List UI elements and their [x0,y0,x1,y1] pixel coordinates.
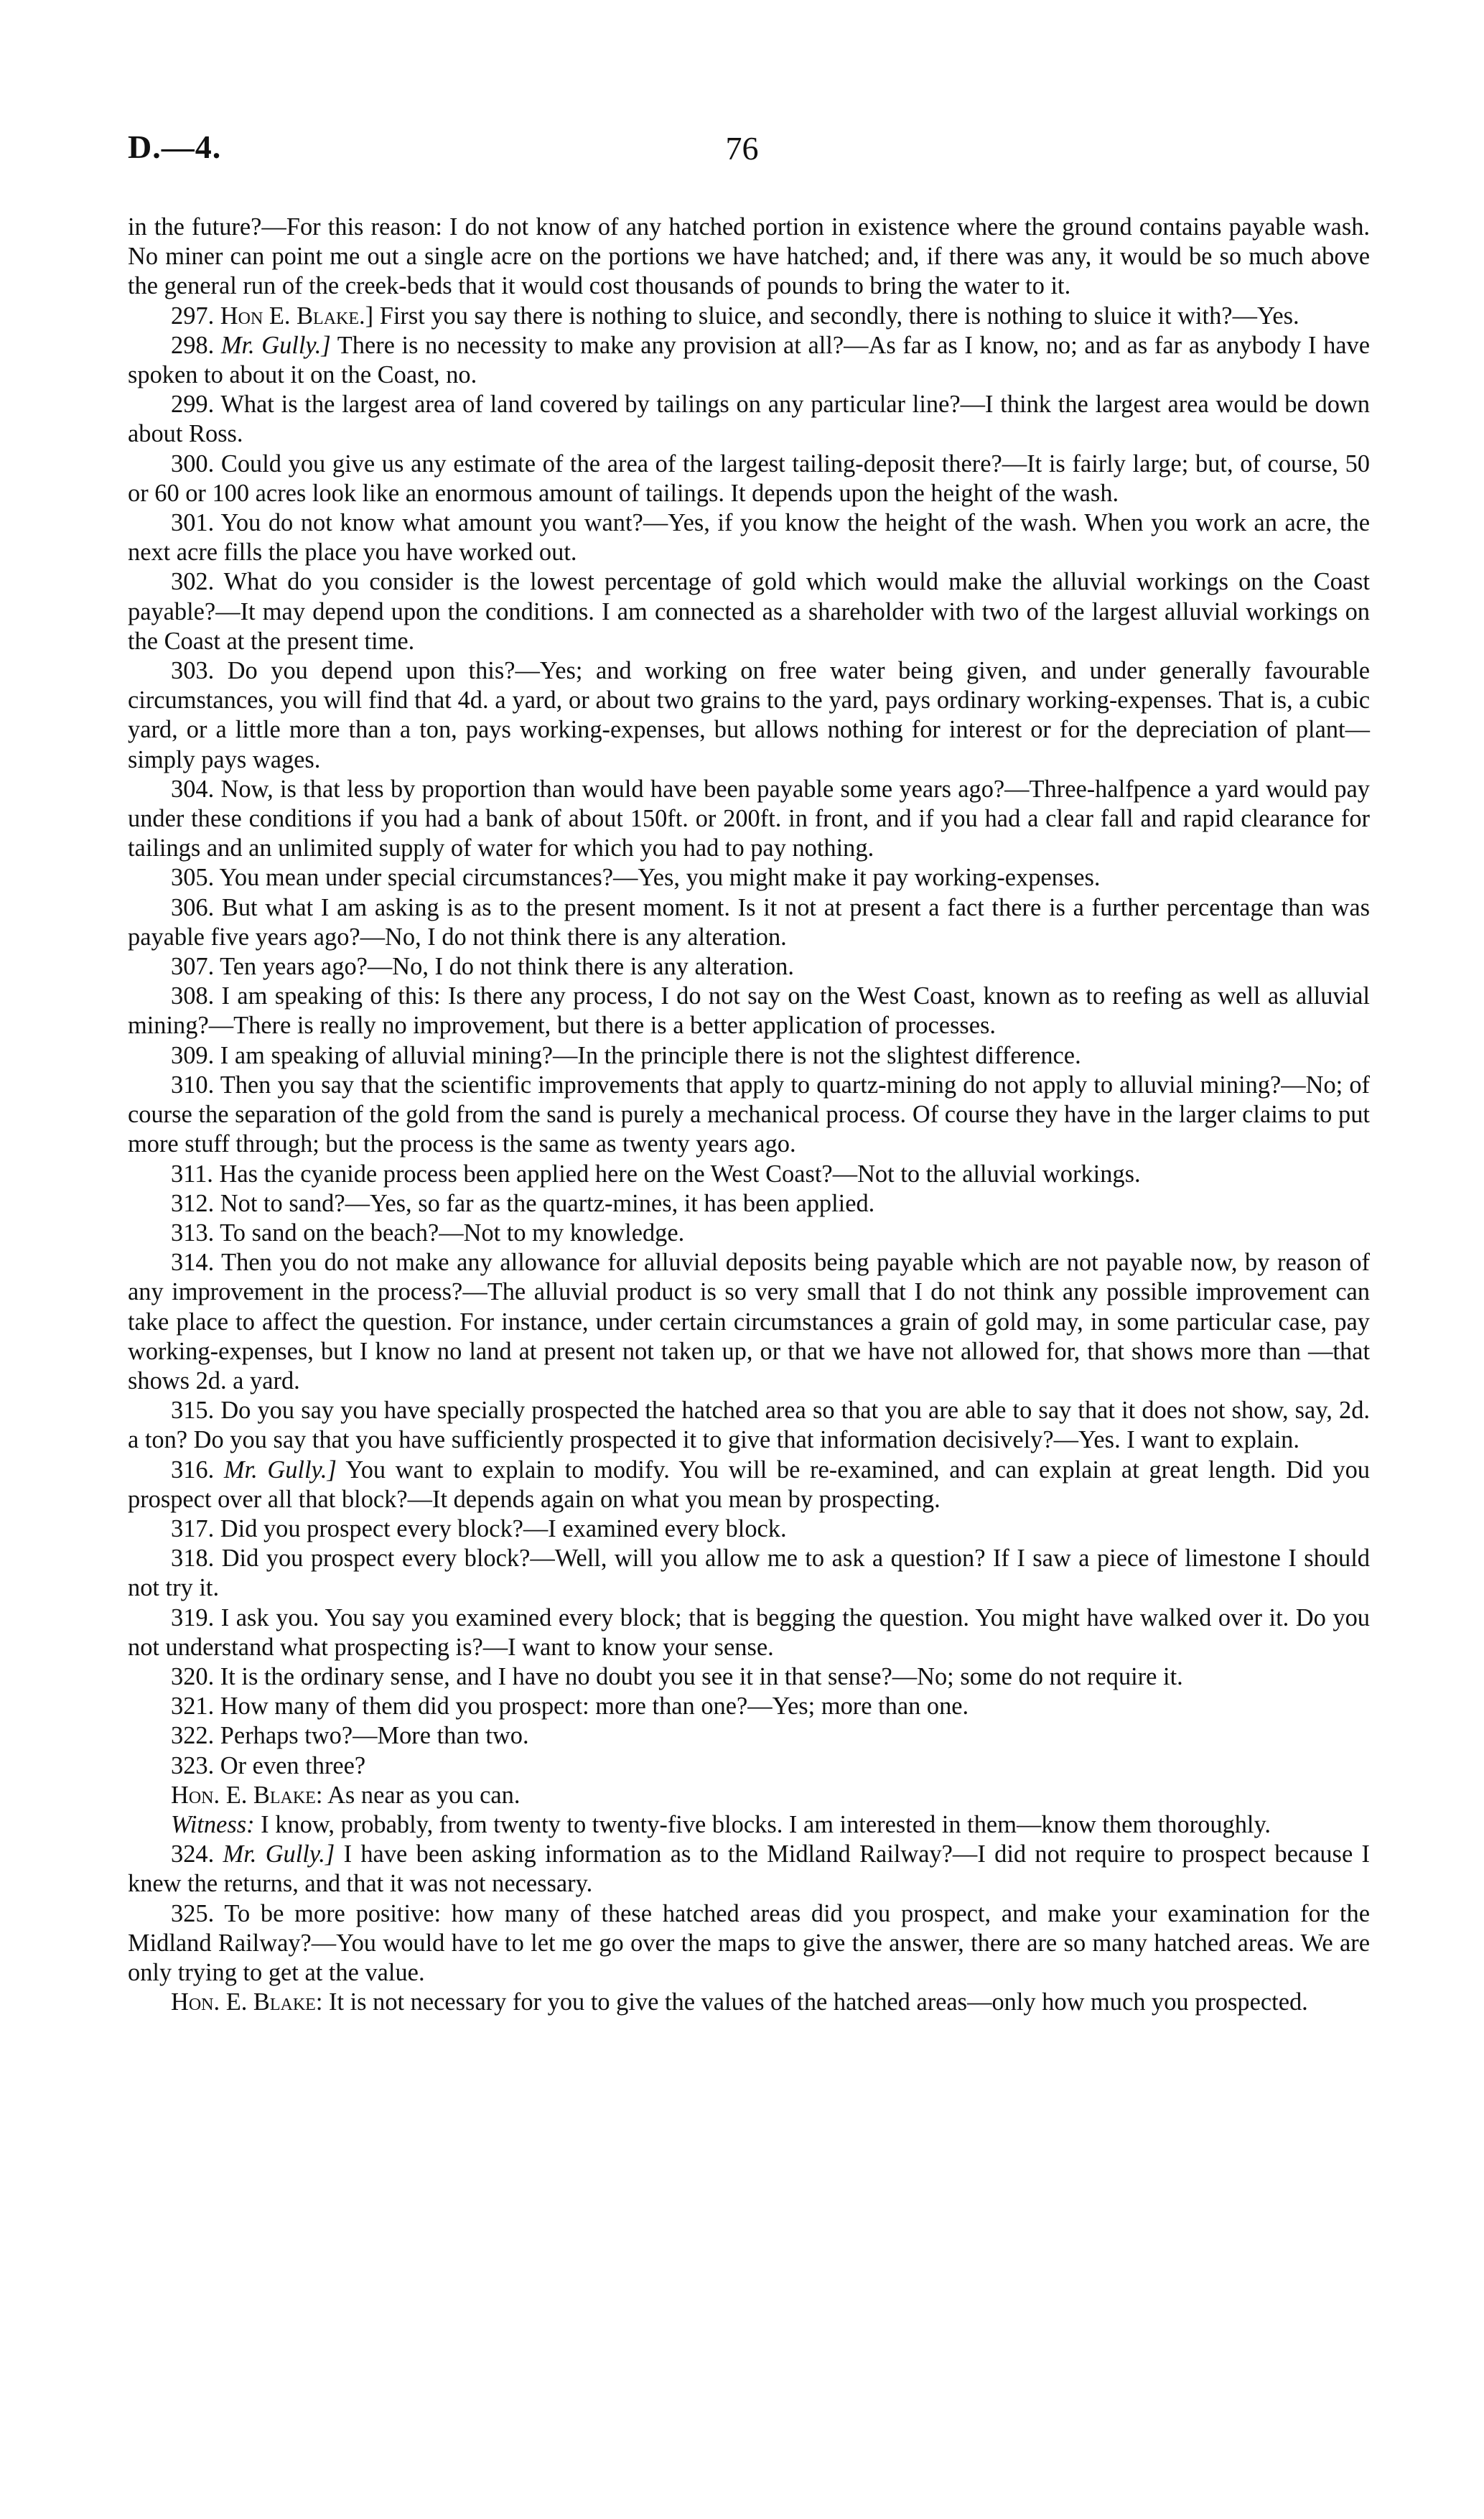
question-number: 321. [171,1692,215,1721]
question-number: 305. [171,864,215,892]
testimony-paragraph: 310. Then you say that the scientific improvements that apply to quartz-mining do not apply to alluvial mining?—No; of course the separation of the gold from the sand is purely a mechanical process. Of course they have in the larger claims to put more stuff through; but the process is the same as twenty years ago. [128,1071,1370,1158]
testimony-paragraph: 324. Mr. Gully.] I have been asking information as to the Midland Railway?—I did not require to prospect because I knew the returns, and that it was not necessary. [128,1840,1371,1898]
testimony-paragraph: 321. How many of them did you prospect: more than one?—Yes; more than one. [171,1692,969,1721]
question-number: 324. [171,1840,215,1868]
testimony-paragraph: 317. Did you prospect every block?—I examined every block. [171,1514,787,1542]
testimony-paragraph: 307. Ten years ago?—No, I do not think there is any alteration. [171,953,794,981]
testimony-paragraph: 300. Could you give us any estimate of the area of the largest tailing-deposit there?—It is fairly large; but, of course, 50 or 60 or 100 acres look like an enormous amount of tailings. It depends upon the height of the wash. [128,450,1370,507]
speaker-label: Mr. Gully.] [223,1840,335,1868]
testimony-paragraph: 316. Mr. Gully.] You want to explain to modify. You will be re-examined, and can explain at great length. Did you prospect over all that block?—It depends again on what you mean by prospecting. [128,1456,1370,1513]
testimony-paragraph: Hon. E. Blake: It is not necessary for you to give the values of the hatched areas—only how much you prospected. [171,1988,1308,2016]
speaker-label: Hon. E. Blake: [171,1781,323,1809]
question-number: 309. [171,1041,215,1069]
testimony-paragraph: 309. I am speaking of alluvial mining?—In the principle there is not the slightest difference. [171,1041,1081,1069]
question-number: 315. [171,1397,215,1425]
question-number: 303. [171,657,215,685]
testimony-paragraph: 311. Has the cyanide process been applied here on the West Coast?—Not to the alluvial workings. [171,1160,1141,1188]
testimony-paragraph: 301. You do not know what amount you want?—Yes, if you know the height of the wash. When you work an acre, the next acre fills the place you have worked out. [128,509,1370,567]
question-number: 297. [171,302,215,330]
question-number: 316. [171,1456,215,1484]
question-number: 322. [171,1722,215,1750]
testimony-paragraph: Hon. E. Blake: As near as you can. [171,1781,521,1809]
testimony-paragraph: 297. Hon E. Blake.] First you say there is nothing to sluice, and secondly, there is nothing to sluice it with?—Yes. [171,302,1299,330]
testimony-paragraph: 323. Or even three? [171,1751,366,1779]
testimony-paragraph: 306. But what I am asking is as to the present moment. Is it not at present a fact there is a further percentage than was payable five years ago?—No, I do not think there is any alteration. [128,893,1370,951]
question-number: 306. [171,893,215,921]
question-number: 311. [171,1160,213,1188]
testimony-paragraph: 305. You mean under special circumstances?—Yes, you might make it pay working-expenses. [171,864,1101,892]
testimony-paragraph: 320. It is the ordinary sense, and I have no doubt you see it in that sense?—No; some do not require it. [171,1662,1183,1690]
testimony-paragraph: 299. What is the largest area of land covered by tailings on any particular line?—I think the largest area would be down about Ross. [128,391,1371,448]
testimony-paragraph: 313. To sand on the beach?—Not to my knowledge. [171,1219,685,1247]
question-number: 301. [171,509,215,537]
question-number: 312. [171,1189,215,1217]
testimony-paragraph: 319. I ask you. You say you examined every block; that is begging the question. You might have walked over it. Do you not understand what prospecting is?—I want to know your sense. [128,1603,1370,1661]
testimony-paragraph: 322. Perhaps two?—More than two. [171,1722,529,1750]
page-number: 76 [725,130,759,167]
question-number: 299. [171,391,215,419]
testimony-paragraph: 308. I am speaking of this: Is there any process, I do not say on the West Coast, known as to reefing as well as alluvial mining?—There is really no improvement, but there is a better application of processes. [128,982,1370,1040]
testimony-paragraph: in the future?—For this reason: I do not know of any hatched portion in existence where the ground contains payable wash. No miner can point me out a single acre on the portions we have hatched; and, if there was any, it would be so much above the general run of the creek-beds that it would cost thousands of pounds to bring the water to it. [128,213,1370,300]
question-number: 310. [171,1071,215,1099]
testimony-paragraph: Witness: I know, probably, from twenty to twenty-five blocks. I am interested in them—know them thoroughly. [171,1810,1271,1838]
question-number: 317. [171,1514,215,1542]
testimony-paragraph: 314. Then you do not make any allowance for alluvial deposits being payable which are not payable now, by reason of any improvement in the process?—The alluvial product is so very small that I do not think any possible improvement can take place to affect the question. For instance, under certain circumstances a grain of gold may, in some particular case, pay working-expenses, but I know no land at present not taken up, or that we have not allowed for, that shows more than —that shows 2d. a yard. [128,1249,1370,1394]
speaker-label: Mr. Gully.] [223,1456,337,1484]
testimony-paragraph: 302. What do you consider is the lowest percentage of gold which would make the alluvial workings on the Coast payable?—It may depend upon the conditions. I am connected as a shareholder with two of the largest alluvial workings on the Coast at the present time. [128,568,1370,655]
question-number: 314. [171,1249,215,1277]
testimony-paragraph: 325. To be more positive: how many of these hatched areas did you prospect, and make your examination for the Midland Railway?—You would have to let me go over the maps to give the answer, there are so many hatched areas. We are only trying to get at the value. [128,1899,1370,1986]
testimony-paragraph: 315. Do you say you have specially prospected the hatched area so that you are able to say that it does not show, say, 2d. a ton? Do you say that you have sufficiently prospected it to give that information decisively?—Yes. I want to explain. [128,1397,1370,1454]
testimony-body [128,213,1370,2017]
question-number: 300. [171,450,215,478]
question-number: 313. [171,1219,215,1247]
testimony-paragraph: 303. Do you depend upon this?—Yes; and working on free water being given, and under generally favourable circumstances, you will find that 4d. a yard, or about two grains to the yard, pays ordinary working-expenses. That is, a cubic yard, or a little more than a ton, pays working-expenses, but allows nothing for interest or for the depreciation of plant—simply pays wages. [128,657,1370,773]
testimony-paragraph: 298. Mr. Gully.] There is no necessity to make any provision at all?—As far as I know, no; and as far as anybody I have spoken to about it on the Coast, no. [128,331,1370,389]
question-number: 319. [171,1603,215,1631]
speaker-label: Hon E. Blake.] [220,302,374,330]
page-reference: D.—4. [128,129,222,165]
speaker-label: Hon. E. Blake: [171,1988,323,2016]
testimony-paragraph: 312. Not to sand?—Yes, so far as the quartz-mines, it has been applied. [171,1189,875,1217]
speaker-label: Witness: [171,1810,255,1838]
question-number: 318. [171,1545,215,1573]
testimony-paragraph: 318. Did you prospect every block?—Well, will you allow me to ask a question? If I saw a piece of limestone I should not try it. [128,1545,1371,1602]
question-number: 298. [171,331,215,359]
question-number: 325. [171,1899,215,1927]
speaker-label: Mr. Gully.] [220,331,331,359]
question-number: 320. [171,1662,215,1690]
question-number: 323. [171,1751,215,1779]
question-number: 307. [171,953,215,981]
question-number: 304. [171,775,215,803]
question-number: 302. [171,568,215,596]
question-number: 308. [171,982,215,1010]
testimony-paragraph: 304. Now, is that less by proportion than would have been payable some years ago?—Three-halfpence a yard would pay under these conditions if you had a bank of about 150ft. or 200ft. in front, and if you had a clear fall and rapid clearance for tailings and an unlimited supply of water for which you had to pay nothing. [128,775,1370,862]
